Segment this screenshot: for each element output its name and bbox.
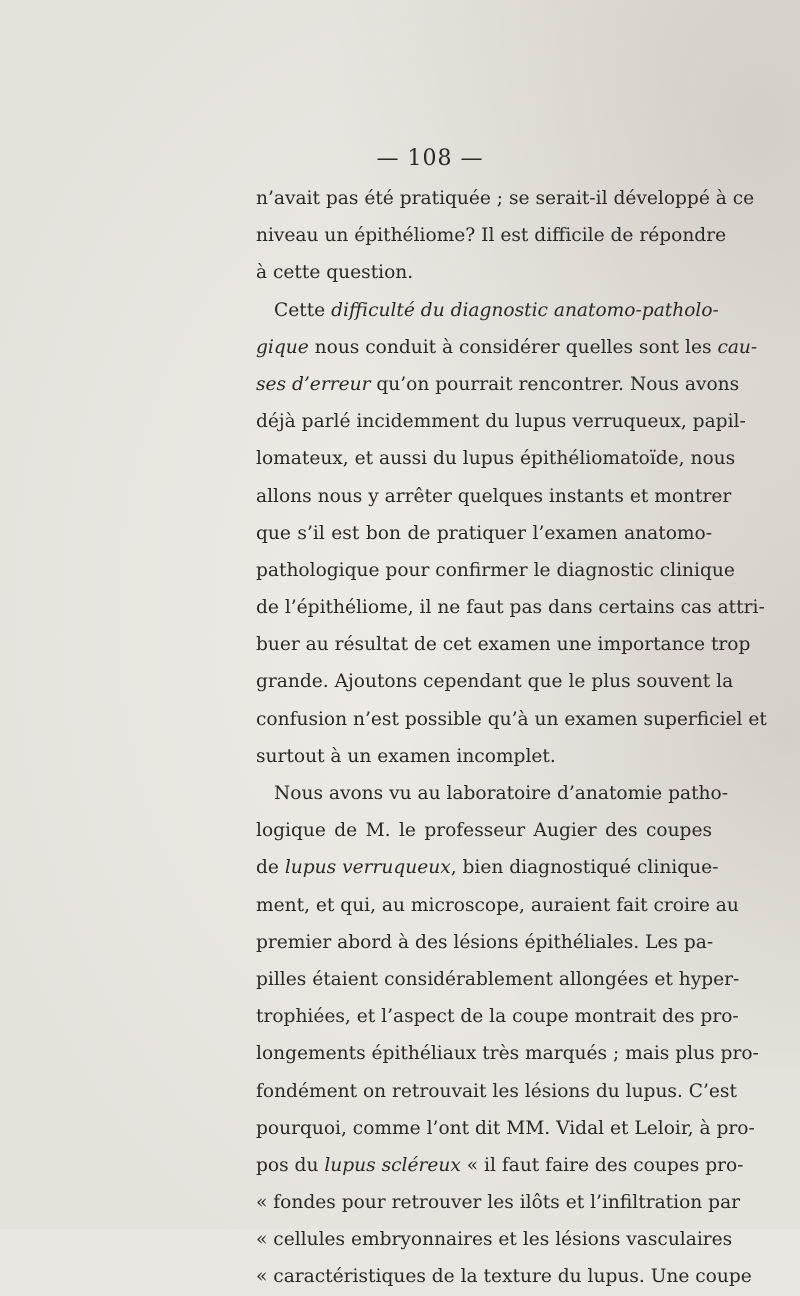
text-run: longements épithéliaux très marqués ; mais plus pro- xyxy=(256,1043,759,1065)
text-run: Cette xyxy=(274,299,332,321)
text-run: ment, et qui, au microscope, auraient fait croire au xyxy=(256,894,739,916)
text-line xyxy=(256,180,755,217)
text-line xyxy=(256,1110,755,1147)
text-run: grande. Ajoutons cependant que le plus souvent la xyxy=(256,671,734,693)
text-run: de l’épithéliome, il ne faut pas dans certains cas attri- xyxy=(256,597,765,619)
text-line xyxy=(256,1035,759,1072)
text-run: lomateux, et aussi du lupus épithéliomatoïde, nous xyxy=(256,448,736,470)
text-run: niveau un épithéliome? Il est difficile de répondre xyxy=(256,225,727,247)
text-run: « fondes pour retrouver les ilôts et l’infiltration par xyxy=(256,1192,741,1214)
text-line xyxy=(256,849,719,886)
text-line xyxy=(256,1258,752,1295)
text-line xyxy=(256,440,736,477)
text-line xyxy=(256,292,719,329)
text-run: logique de M. le professeur Augier des coupes xyxy=(256,820,712,842)
text-run: pourquoi, comme l’ont dit MM. Vidal et Leloir, à pro- xyxy=(256,1117,755,1139)
text-line xyxy=(256,1073,737,1110)
text-run: qu’on pourrait rencontrer. Nous avons xyxy=(370,373,740,395)
text-run: nous conduit à considérer quelles sont les xyxy=(308,336,718,358)
text-line xyxy=(256,515,712,552)
text-line xyxy=(256,924,712,961)
text-run: allons nous y arrêter quelques instants et montrer xyxy=(256,485,732,507)
text-run: confusion n’est possible qu’à un examen superficiel et xyxy=(256,708,767,730)
text-line xyxy=(256,254,712,291)
text-line xyxy=(256,403,746,440)
text-line xyxy=(256,366,740,403)
text-line xyxy=(256,1184,741,1221)
text-line xyxy=(256,626,751,663)
text-run: surtout à un examen incomplet. xyxy=(256,745,556,767)
text-run: Nous avons vu au laboratoire d’anatomie patho- xyxy=(274,783,729,804)
body-text xyxy=(256,180,767,1296)
text-run: de xyxy=(256,857,285,879)
text-run: trophiées, et l’aspect de la coupe montrait des pro- xyxy=(256,1006,739,1028)
text-run: pilles étaient considérablement allongées et hyper- xyxy=(256,968,740,990)
italic-text: ses d’erreur xyxy=(256,373,371,395)
italic-text: lupus scléreux xyxy=(324,1154,461,1176)
italic-text: gique xyxy=(256,336,309,358)
text-line xyxy=(256,589,765,626)
page-number: — 108 — xyxy=(376,146,484,171)
italic-text: lupus verruqueux xyxy=(284,857,451,879)
italic-text: cau- xyxy=(717,336,758,358)
text-line xyxy=(256,552,735,589)
text-line xyxy=(256,998,739,1035)
text-run: que s’il est bon de pratiquer l’examen anatomo- xyxy=(256,522,712,544)
text-line xyxy=(256,329,758,366)
text-line xyxy=(256,812,712,849)
text-line xyxy=(256,701,767,738)
text-line xyxy=(256,217,727,254)
text-run: déjà parlé incidemment du lupus verruqueux, papil- xyxy=(256,411,746,433)
text-run: « cellules embryonnaires et les lésions vasculaires xyxy=(256,1229,733,1251)
text-line xyxy=(256,887,739,924)
text-line xyxy=(256,1221,733,1258)
text-line xyxy=(256,961,740,998)
text-run: premier abord à des lésions épithéliales. Les pa- xyxy=(256,931,714,953)
text-run: à cette question. xyxy=(256,262,414,284)
text-run: n’avait pas été pratiquée ; se serait-il développé à ce xyxy=(256,188,755,209)
text-line xyxy=(256,1147,744,1184)
text-run: « il faut faire des coupes pro- xyxy=(460,1154,744,1176)
text-run: pathologique pour confirmer le diagnostic clinique xyxy=(256,559,735,581)
text-run: « caractéristiques de la texture du lupus. Une coupe xyxy=(256,1266,752,1288)
text-line xyxy=(256,478,732,515)
italic-text: difficulté du diagnostic anatomo-patholo- xyxy=(331,299,719,321)
text-run: buer au résultat de cet examen une importance trop xyxy=(256,634,751,656)
text-run: fondément on retrouvait les lésions du lupus. C’est xyxy=(256,1080,737,1102)
text-line xyxy=(256,775,729,812)
text-run: pos du xyxy=(256,1154,325,1176)
text-line xyxy=(256,738,712,775)
text-line xyxy=(256,663,734,700)
text-run: , bien diagnostiqué clinique- xyxy=(450,857,719,879)
